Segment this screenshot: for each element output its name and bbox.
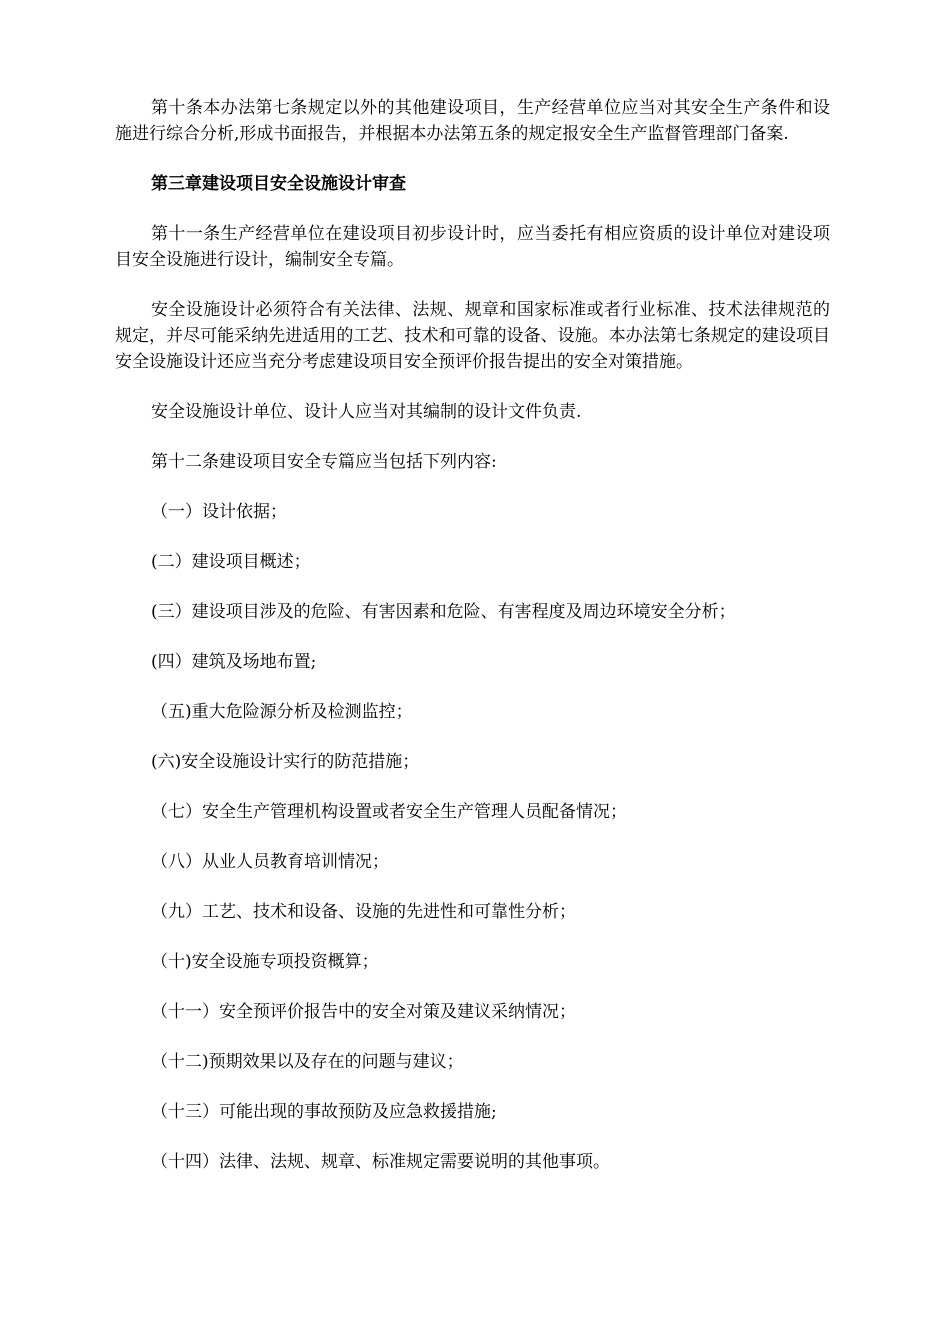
content-list [115,499,830,1175]
list-item: （十三）可能出现的事故预防及应急救援措施; [151,1102,497,1122]
list-item: (三）建设项目涉及的危险、有害因素和危险、有害程度及周边环境安全分析； [151,602,736,622]
article-11-paragraph: 第十一条生产经营单位在建设项目初步设计时，应当委托有相应资质的设计单位对建设项目安全设施进行设计，编制安全专篇。 [115,224,830,270]
list-item: (四）建筑及场地布置; [151,652,317,672]
article-10-paragraph: 第十条本办法第七条规定以外的其他建设项目，生产经营单位应当对其安全生产条件和设施进行综合分析,形成书面报告，并根据本办法第五条的规定报安全生产监督管理部门备案. [115,98,830,144]
list-item: （十)安全设施专项投资概算； [151,952,379,972]
list-item: (六)安全设施设计实行的防范措施； [151,752,420,772]
list-item: （一）设计依据； [151,502,287,522]
article-11-responsibility-paragraph: 安全设施设计单位、设计人应当对其编制的设计文件负责. [151,402,582,422]
list-item: （五)重大危险源分析及检测监控； [151,702,413,722]
list-item: （十一）安全预评价报告中的安全对策及建议采纳情况； [151,1002,576,1022]
list-item: （十二)预期效果以及存在的问题与建议； [151,1052,464,1072]
document-page [115,95,830,1175]
list-item: （十四）法律、法规、规章、标准规定需要说明的其他事项。 [151,1152,610,1172]
article-12-paragraph: 第十二条建设项目安全专篇应当包括下列内容: [151,452,497,472]
chapter-3-heading: 第三章建设项目安全设施设计审查 [151,174,406,194]
list-item: （七）安全生产管理机构设置或者安全生产管理人员配备情况； [151,802,627,822]
list-item: （九）工艺、技术和设备、设施的先进性和可靠性分析； [151,902,576,922]
list-item: (二）建设项目概述； [151,552,311,572]
list-item: （八）从业人员教育培训情况； [151,852,389,872]
article-11-design-requirements-paragraph: 安全设施设计必须符合有关法律、法规、规章和国家标准或者行业标准、技术法律规范的规定，并尽可能采纳先进适用的工艺、技术和可靠的设备、设施。本办法第七条规定的建设项目安全设施设计还应当充分考虑建设项目安全预评价报告提出的安全对策措施。 [115,300,830,372]
